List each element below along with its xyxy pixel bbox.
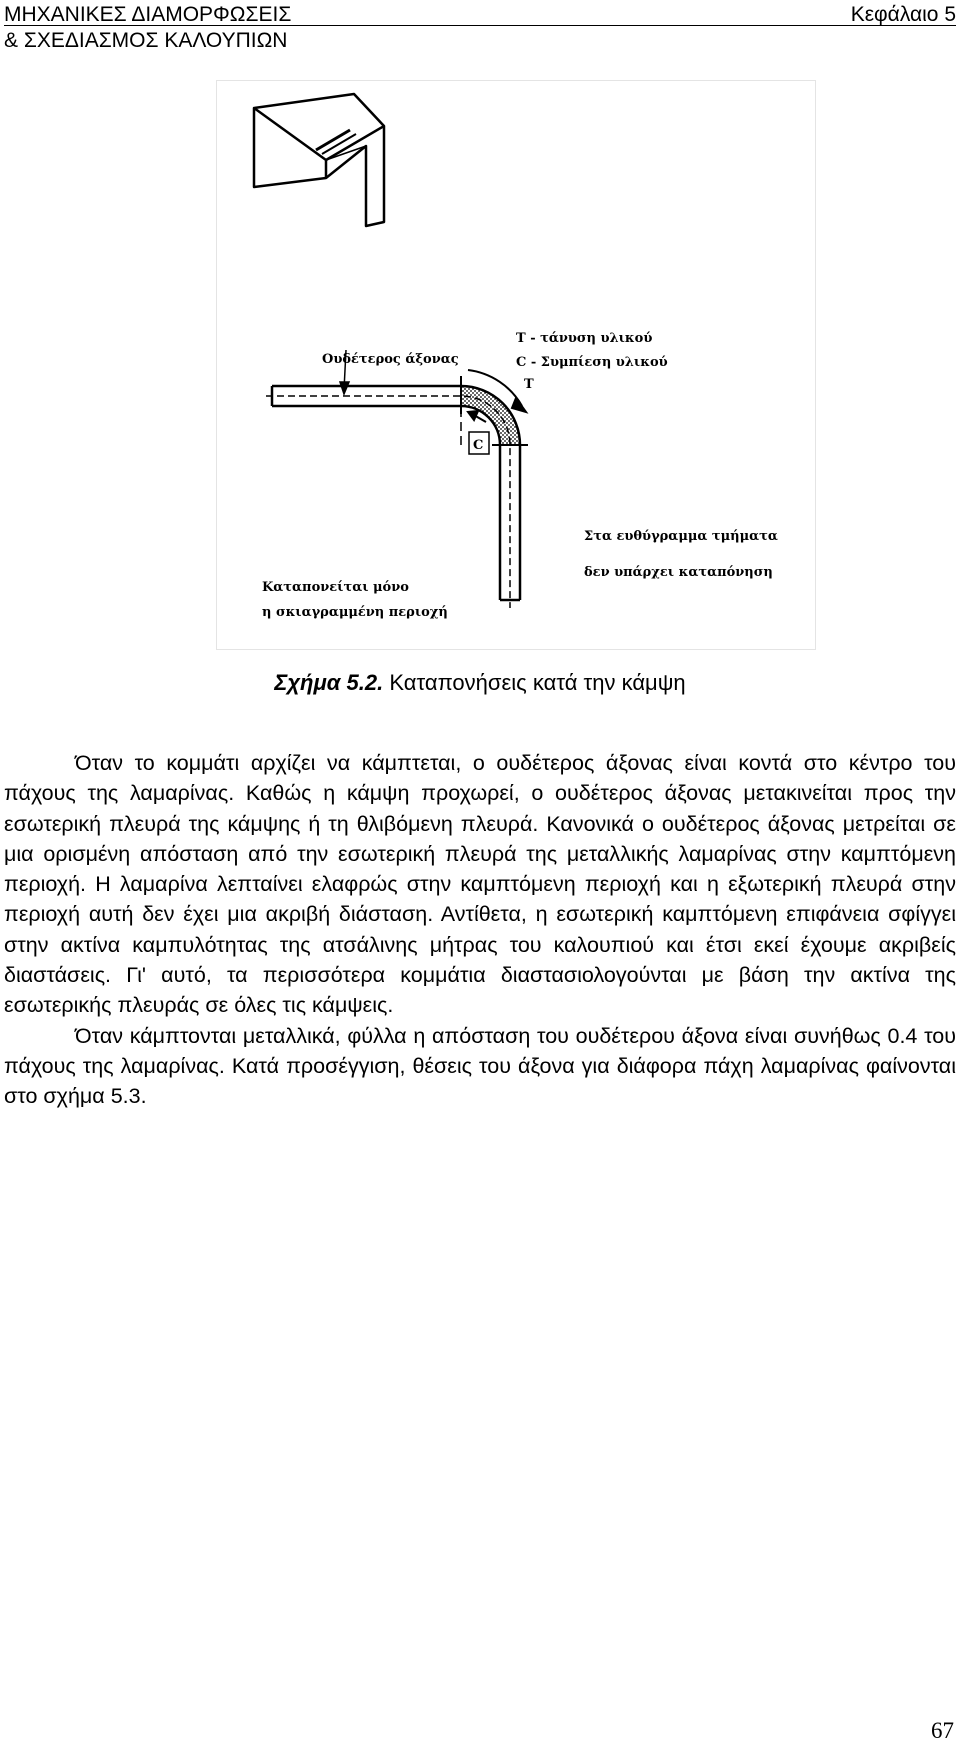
note-straight-line-2: δεν υπάρχει καταπόνηση: [584, 565, 773, 580]
page-number: 67: [931, 1718, 954, 1743]
header-rule: [4, 25, 956, 26]
paragraph: Όταν το κομμάτι αρχίζει να κάμπτεται, ο ουδέτερος άξονας είναι κοντά στο κέντρο του πάχους της λαμαρίνας. Καθώς η κάμψη προχωρεί, ο ουδέτερος άξονας μετακινείται προς την εσωτερική πλευρά της κάμψης ή τη θλιβόμενη πλευρά. Κανονικά ο ουδέτερος άξονας μετρείται σε μια ορισμένη απόσταση από την εσωτερική πλευρά της μεταλλικής λαμαρίνας στην καμπτόμενη περιοχή. Η λαμαρίνα λεπταίνει ελαφρώς στην καμπτόμενη περιοχή και η εξωτερική πλευρά στην περιοχή αυτή δεν έχει μια ακριβή διάσταση. Αντίθετα, η εσωτερική καμπτόμενη επιφάνεια σφίγγει στην ακτίνα καμπυλότητας της ατσάλινης μήτρας του καλουπιού και έτσι εκεί έχουμε ακριβείς διαστάσεις. Γι' αυτό, τα περισσότερα κομμάτια διαστασιολογούνται με βάση την ακτίνα της εσωτερικής πλευράς σε όλες τις κάμψεις.: [4, 751, 956, 1018]
header-chapter: Κεφάλαιο 5: [850, 3, 956, 26]
legend-compression: C - Συμπίεση υλικού: [516, 355, 668, 370]
header-title-line-2: & ΣΧΕΔΙΑΣΜΟΣ ΚΑΛΟΥΠΙΩΝ: [4, 29, 288, 52]
header-title-line-1: ΜΗΧΑΝΙΚΕΣ ΔΙΑΜΟΡΦΩΣΕΙΣ: [4, 3, 292, 26]
note-shaded-line-2: η σκιαγραμμένη περιοχή: [262, 605, 448, 620]
running-header-title: [4, 2, 291, 54]
angle-bracket-3d-sketch: [254, 94, 384, 226]
figure-caption-text: Καταπονήσεις κατά την κάμψη: [389, 670, 686, 695]
figure-number: Σχήμα 5.2.: [274, 670, 384, 695]
figure-drawing: [216, 80, 816, 650]
note-straight-line-1: Στα ευθύγραμμα τμήματα: [584, 529, 778, 544]
note-shaded-line-1: Καταπονείται μόνο: [262, 580, 409, 595]
body-text: [4, 748, 956, 1112]
neutral-axis-line: [266, 396, 510, 608]
mark-compression: C: [473, 438, 484, 453]
figure-caption: [0, 670, 960, 696]
figure-bending-stresses: [216, 80, 816, 650]
legend-tension: T - τάνυση υλικού: [516, 331, 653, 346]
paragraph: Όταν κάμπτονται μεταλλικά, φύλλα η απόσταση του ουδέτερου άξονα είναι συνήθως 0.4 του πάχους της λαμαρίνας. Κατά προσέγγιση, θέσεις του άξονα για διάφορα πάχη λαμαρίνας φαίνονται στο σχήμα 5.3.: [4, 1023, 956, 1109]
mark-tension: T: [524, 377, 534, 392]
label-neutral-axis: Ουδέτερος άξονας: [322, 352, 459, 367]
